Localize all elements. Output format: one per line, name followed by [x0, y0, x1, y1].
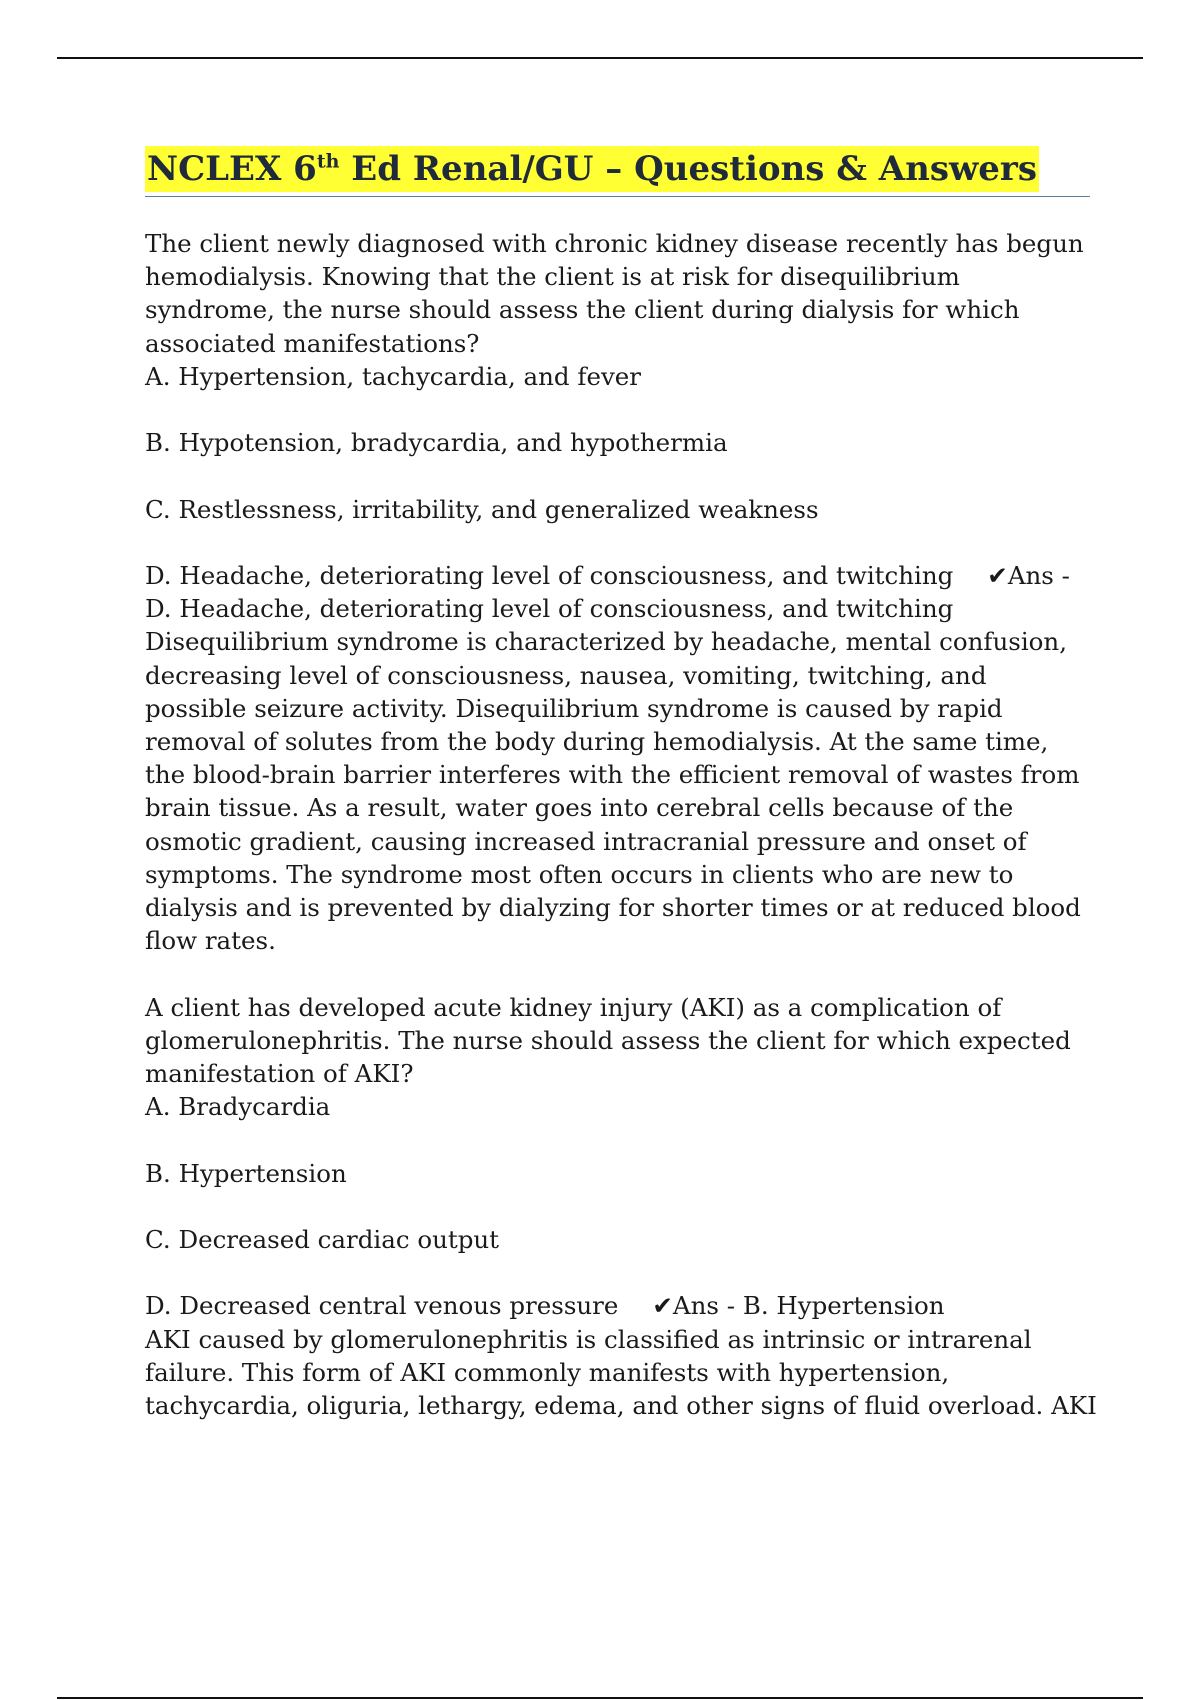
bottom-rule — [57, 1697, 1143, 1699]
question-1-stem-line: associated manifestations? — [145, 328, 480, 358]
title-superscript: th — [316, 150, 340, 173]
title-prefix: NCLEX 6 — [147, 149, 317, 189]
title-block — [145, 146, 1090, 197]
spacer — [145, 957, 1090, 990]
question-1-option-c: C. Restlessness, irritability, and generalized weakness — [145, 494, 819, 524]
answer-mark: ✔Ans - B. Hypertension — [652, 1291, 945, 1321]
question-2-answer-line: AKI caused by glomerulonephritis is classified as intrinsic or intrarenal — [145, 1324, 1032, 1354]
question-2-option-d-row — [145, 1289, 1090, 1322]
question-1-answer-line: osmotic gradient, causing increased intracranial pressure and onset of — [145, 826, 1027, 856]
question-1-option-a: A. Hypertension, tachycardia, and fever — [145, 361, 642, 391]
title-suffix: Ed Renal/GU – Questions & Answers — [339, 149, 1037, 189]
spacer — [145, 393, 1090, 426]
document-body — [145, 146, 1097, 1422]
question-1-stem-line: hemodialysis. Knowing that the client is at risk for disequilibrium — [145, 262, 960, 292]
question-1-answer-line: symptoms. The syndrome most often occurs in clients who are new to — [145, 859, 1014, 889]
question-1-answer-line: D. Headache, deteriorating level of consciousness, and twitching — [145, 594, 954, 624]
spacer — [145, 1123, 1090, 1156]
question-1-answer-line: Disequilibrium syndrome is characterized by headache, mental confusion, — [145, 627, 1067, 657]
question-1-option-d: D. Headache, deteriorating level of consciousness, and twitching — [145, 560, 954, 590]
answer-mark: ✔Ans - — [987, 560, 1070, 590]
question-1-option-b: B. Hypotension, bradycardia, and hypothermia — [145, 428, 728, 458]
question-2-stem-line: manifestation of AKI? — [145, 1059, 414, 1089]
question-2-option-d: D. Decreased central venous pressure — [145, 1291, 619, 1321]
question-1-option-d-row — [145, 559, 1090, 592]
question-1-answer-line: dialysis and is prevented by dialyzing for shorter times or at reduced blood — [145, 893, 1081, 923]
question-2-answer-line: tachycardia, oliguria, lethargy, edema, and other signs of fluid overload. AKI — [145, 1391, 1097, 1420]
question-1-answer-line: possible seizure activity. Disequilibrium syndrome is caused by rapid — [145, 693, 1003, 723]
spacer — [145, 459, 1090, 492]
question-2-option-a: A. Bradycardia — [145, 1092, 331, 1122]
question-2-stem-line: A client has developed acute kidney injury (AKI) as a complication of — [145, 992, 1002, 1022]
question-1-answer-line: brain tissue. As a result, water goes into cerebral cells because of the — [145, 793, 1014, 823]
question-2-option-c: C. Decreased cardiac output — [145, 1225, 500, 1254]
question-1-answer-line: flow rates. — [145, 926, 276, 956]
spacer — [145, 1190, 1090, 1223]
question-2-answer-line: failure. This form of AKI commonly manifests with hypertension, — [145, 1357, 950, 1387]
question-2 — [145, 991, 1097, 1423]
top-rule — [57, 57, 1143, 59]
page-title — [145, 146, 1039, 192]
question-2-option-b: B. Hypertension — [145, 1158, 347, 1188]
question-2-stem-line: glomerulonephritis. The nurse should assess the client for which expected — [145, 1025, 1071, 1055]
question-1-stem-line: syndrome, the nurse should assess the client during dialysis for which — [145, 295, 1020, 325]
question-1 — [145, 227, 1090, 991]
question-1-stem-line: The client newly diagnosed with chronic kidney disease recently has begun — [145, 229, 1084, 258]
question-1-answer-line: the blood-brain barrier interferes with the efficient removal of wastes from — [145, 760, 1080, 790]
question-1-answer-line: removal of solutes from the body during hemodialysis. At the same time, — [145, 727, 1049, 756]
question-1-answer-line: decreasing level of consciousness, nausea, vomiting, twitching, and — [145, 660, 987, 690]
spacer — [145, 1256, 1090, 1289]
spacer — [145, 526, 1090, 559]
